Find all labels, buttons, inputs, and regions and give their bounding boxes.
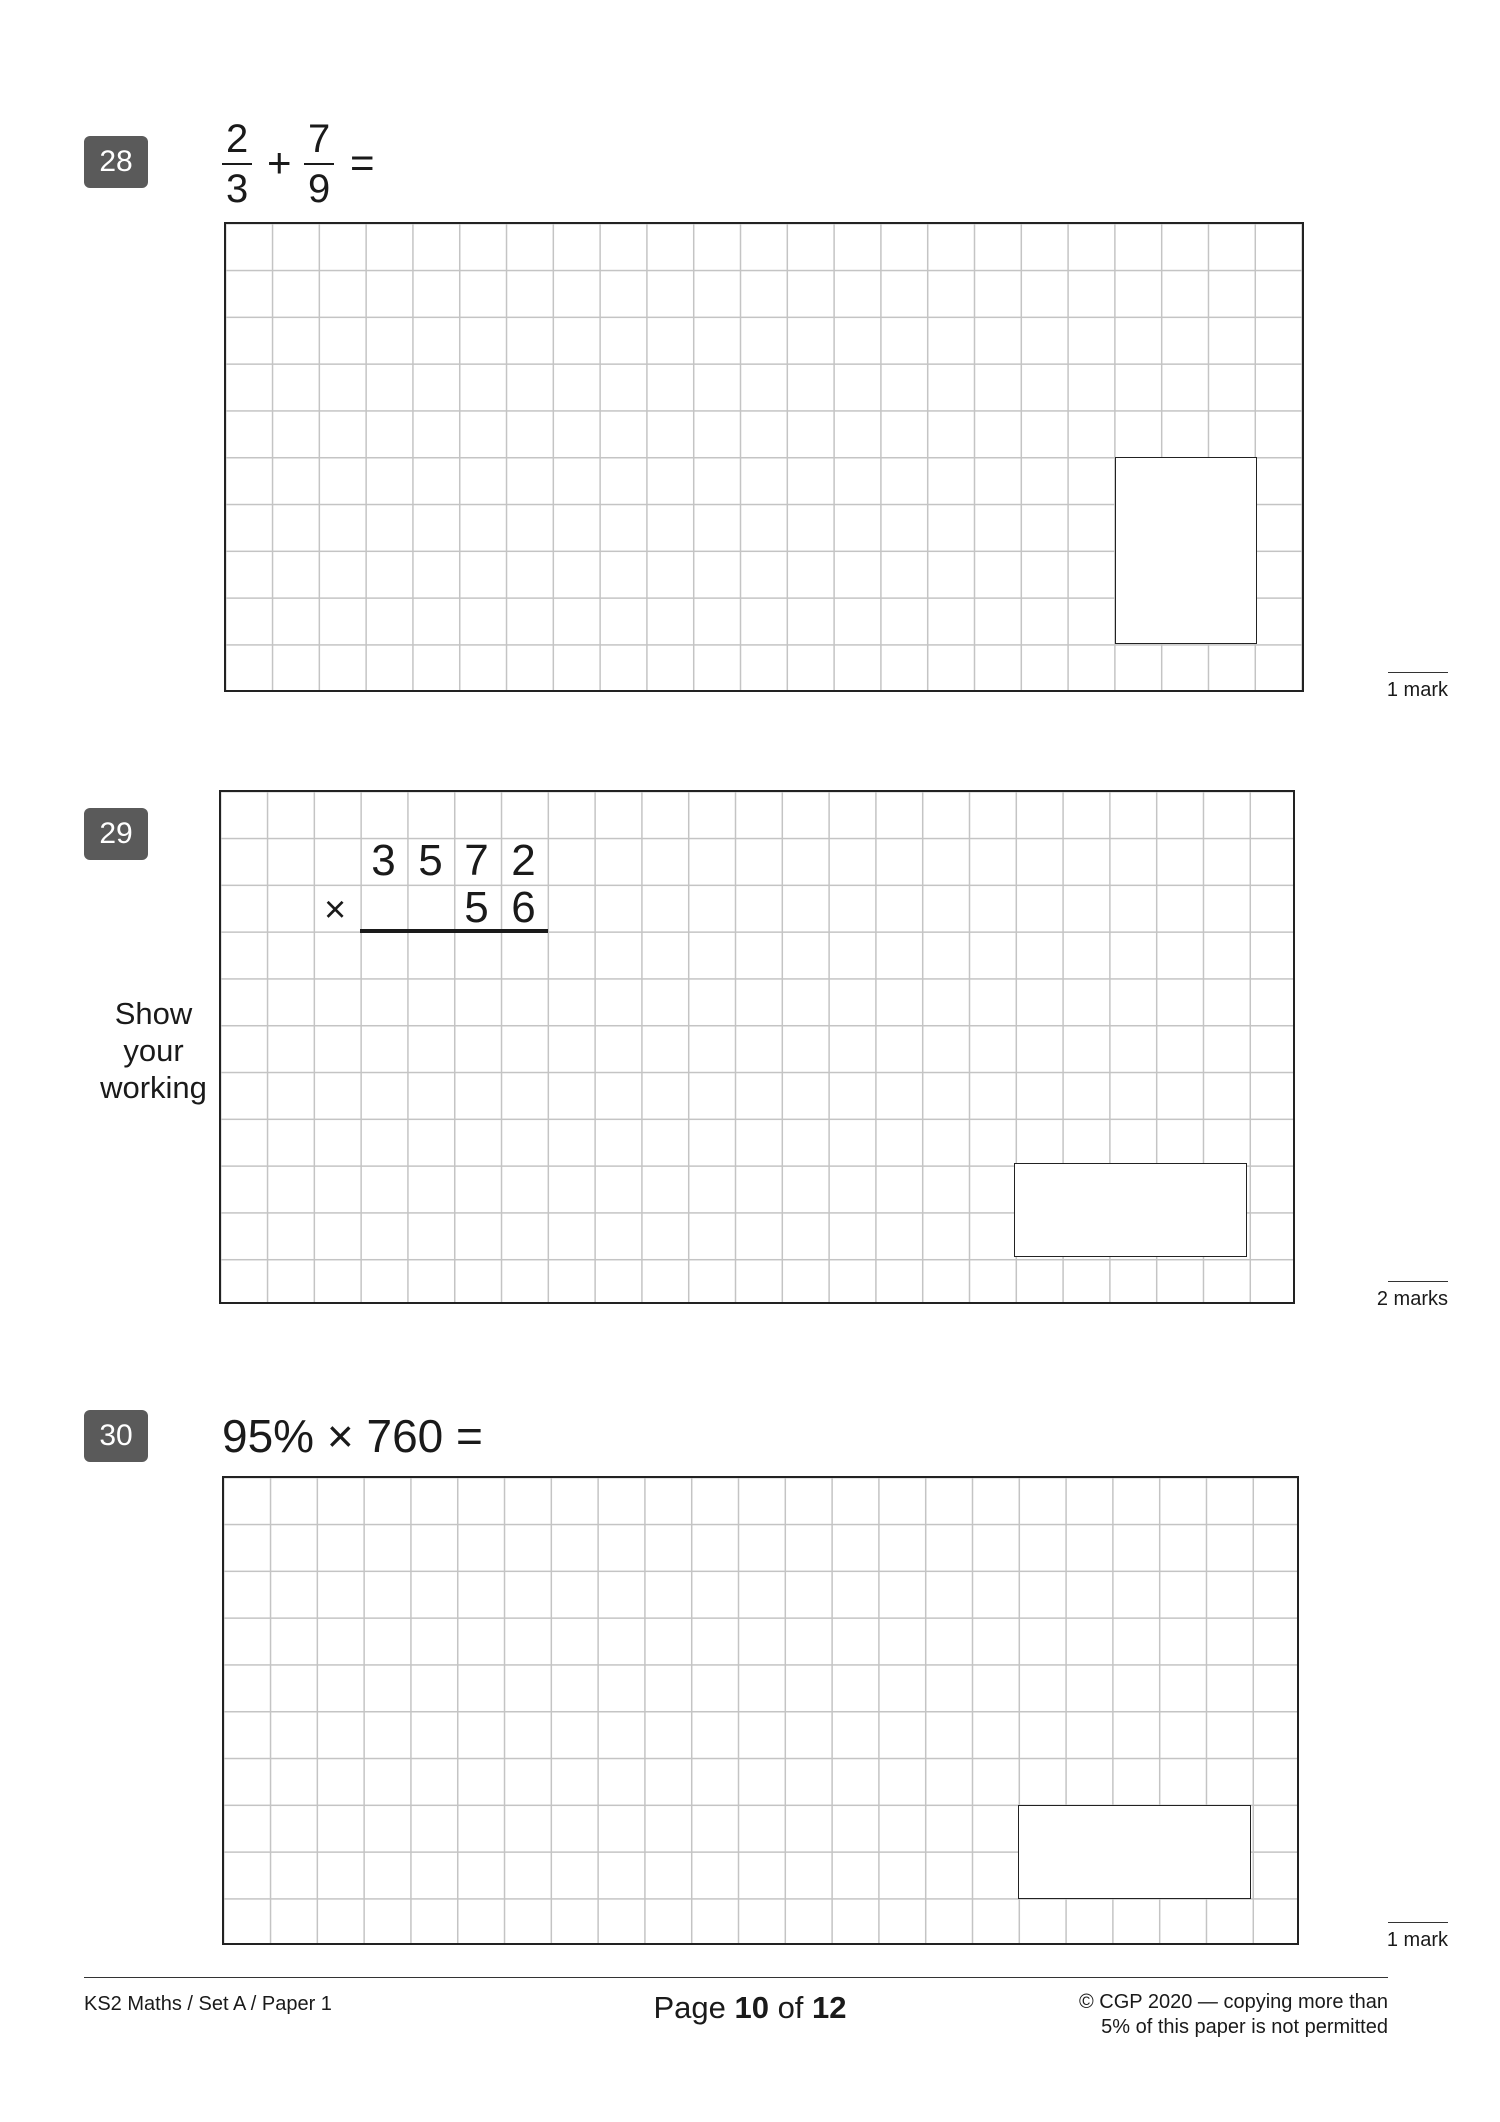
copyright-line: © CGP 2020 — copying more than [1079, 1991, 1388, 2013]
multiplication-underline [360, 929, 548, 933]
numerator: 2 [226, 117, 249, 161]
fraction-seven-ninths [304, 118, 334, 210]
page-current: 10 [734, 1990, 769, 2025]
fraction-bar [222, 163, 252, 165]
marks-label [1377, 1281, 1448, 1311]
marks-text: 2 marks [1376, 1288, 1448, 1310]
equals-sign: = [350, 139, 375, 186]
multiplicand-digit: 5 [418, 836, 443, 885]
question-number: 29 [84, 808, 148, 860]
side-label-line: working [100, 1070, 207, 1105]
denominator: 9 [308, 167, 331, 211]
question-number: 30 [84, 1410, 148, 1462]
marks-label [1387, 672, 1448, 702]
marks-text: 1 mark [1386, 679, 1448, 701]
page-mid: of [768, 1990, 813, 2025]
question-30-expression: 95% × 760 = [222, 1410, 483, 1462]
multiplicand-digit: 3 [371, 836, 396, 885]
answer-box[interactable] [1018, 1805, 1251, 1899]
paper-reference: KS2 Maths / Set A / Paper 1 [84, 1993, 332, 2015]
marks-rule [1388, 1281, 1448, 1282]
multiplier-digit: 6 [511, 883, 536, 932]
fraction-two-thirds [222, 118, 252, 210]
question-number: 28 [84, 136, 148, 188]
side-label-line: Show [114, 996, 193, 1031]
page-total: 12 [812, 1990, 847, 2025]
marks-label [1387, 1922, 1448, 1952]
marks-rule [1388, 672, 1448, 673]
plus-sign: + [267, 139, 292, 186]
copyright-notice [1079, 1990, 1388, 2040]
numerator: 7 [308, 117, 331, 161]
side-label-line: your [123, 1033, 184, 1068]
answer-box[interactable] [1014, 1163, 1247, 1257]
multiplier-digit: 5 [464, 883, 489, 932]
show-your-working-label [96, 995, 211, 1106]
page-prefix: Page [653, 1990, 735, 2025]
multiplicand-digit: 7 [464, 836, 489, 885]
marks-text: 1 mark [1386, 1929, 1448, 1951]
fraction-bar [304, 163, 334, 165]
answer-box[interactable] [1115, 457, 1257, 644]
footer-divider [84, 1977, 1388, 1978]
multiplicand-digit: 2 [511, 836, 536, 885]
times-sign: × [324, 889, 347, 931]
marks-rule [1388, 1922, 1448, 1923]
copyright-line: 5% of this paper is not permitted [1101, 2016, 1388, 2038]
denominator: 3 [226, 167, 249, 211]
